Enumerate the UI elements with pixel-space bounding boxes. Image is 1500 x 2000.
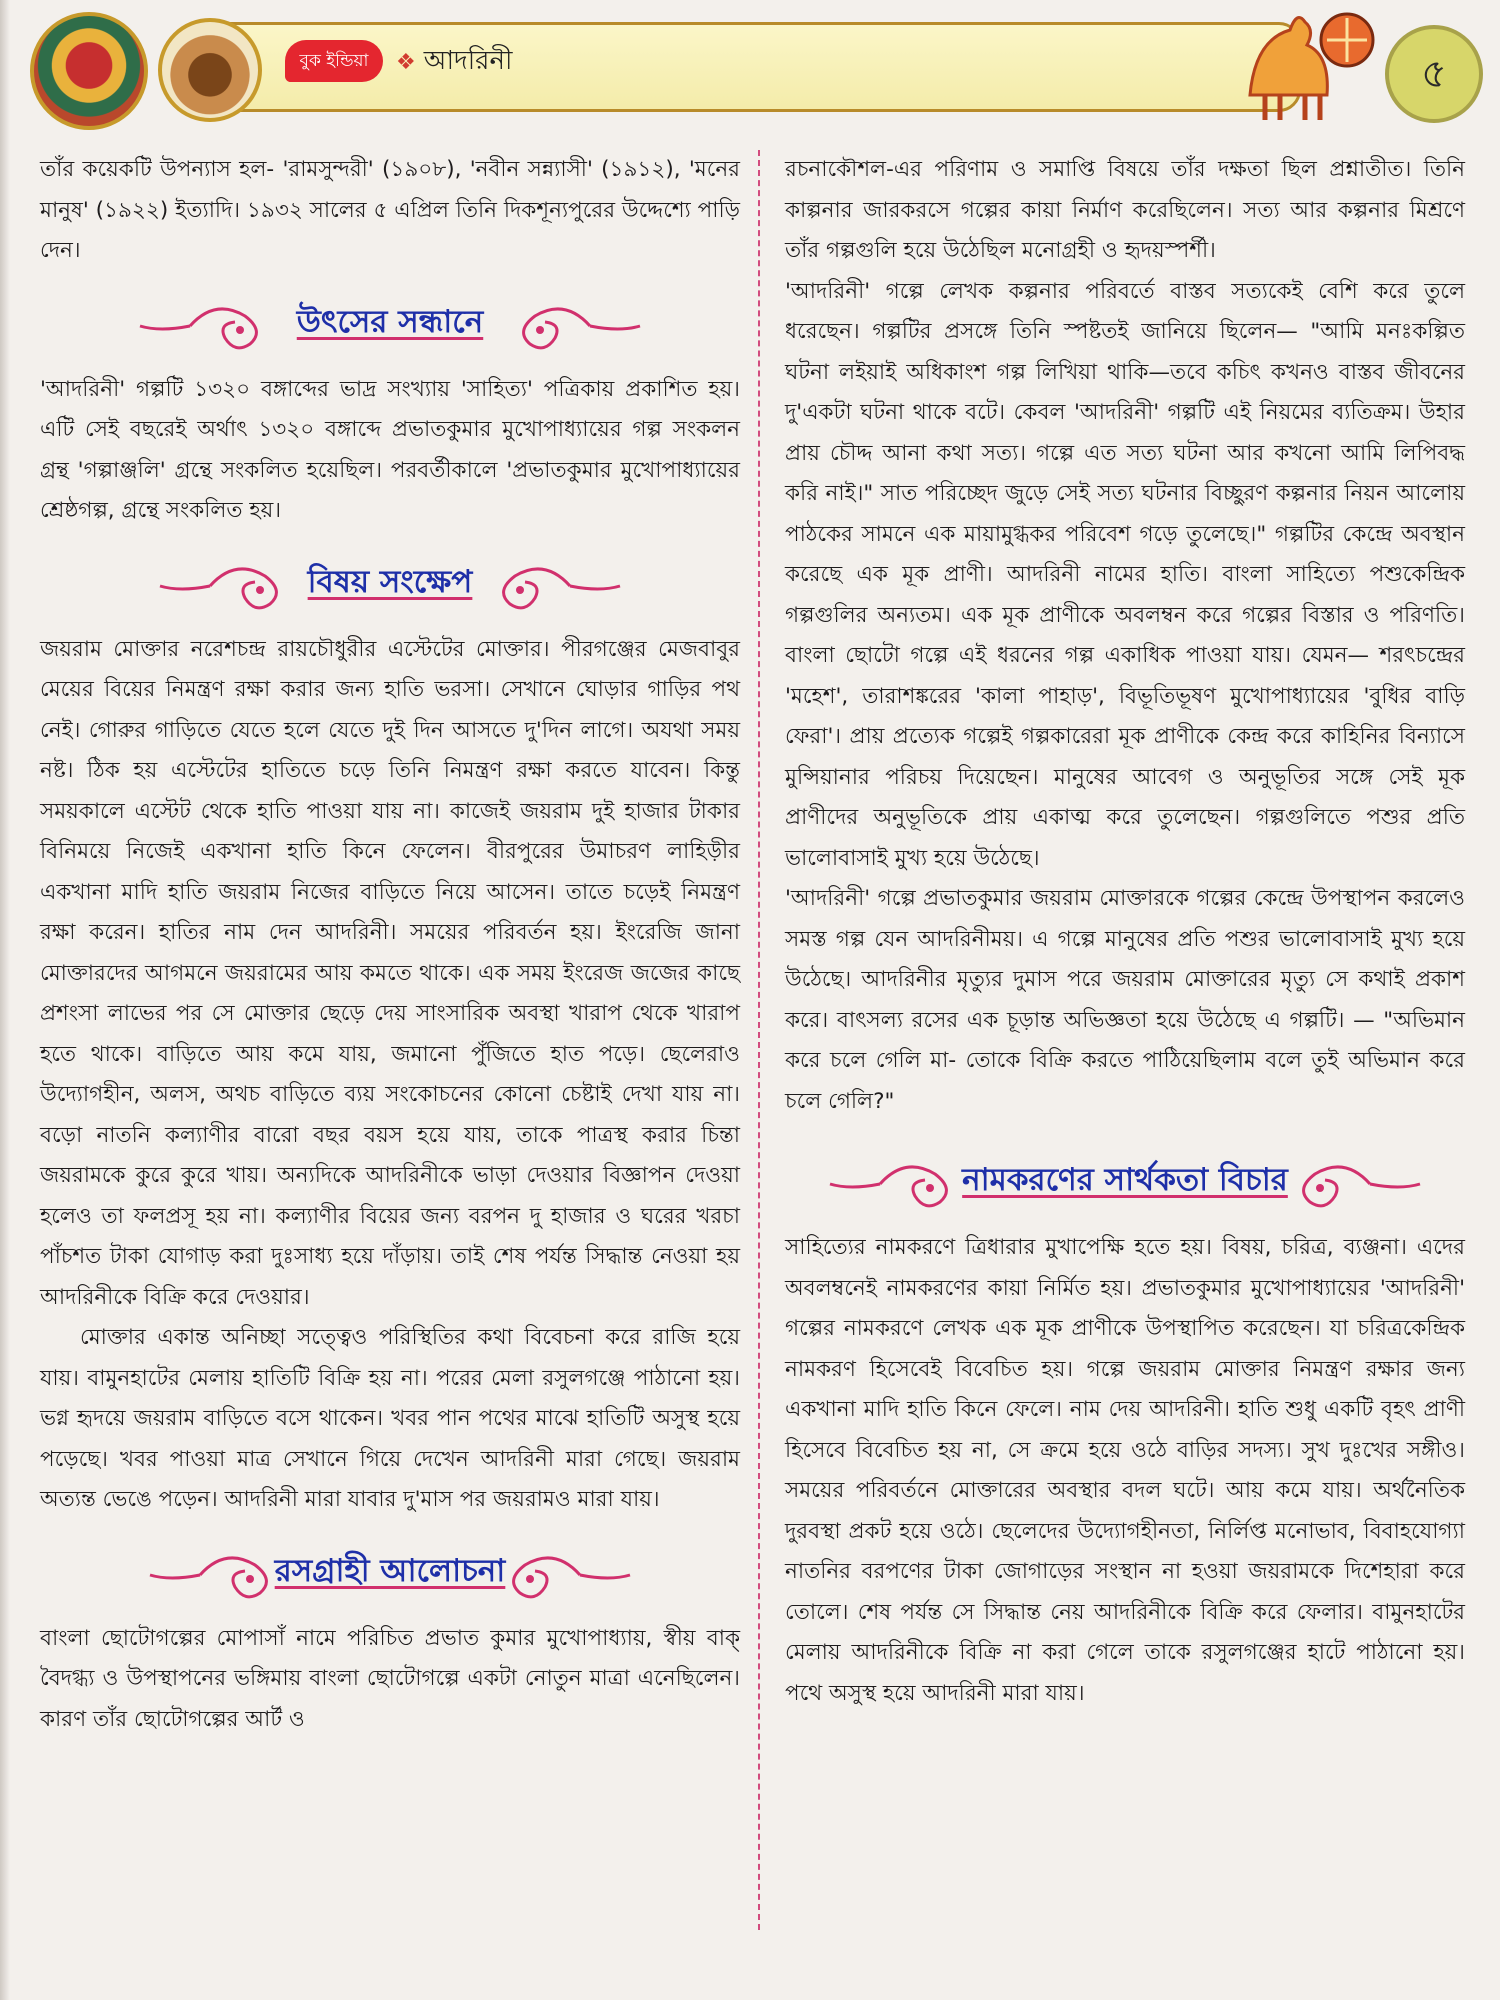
section-heading-naming [785, 1144, 1465, 1222]
page-binding-shadow [0, 0, 10, 2000]
section-paragraph: মোক্তার একান্ত অনিচ্ছা সত্ত্বেও পরিস্থিতির কথা বিবেচনা করে রাজি হয়ে যায়। বামুনহাটের মেলায় হাতিটি বিক্রি হয় না। পরের মেলা রসুলগঞ্জে পাঠানো হয়। ভগ্ন হৃদয়ে জয়রাম বাড়িতে বসে থাকেন। খবর পান পথের মাঝে হাতিটি অসুস্থ হয়ে পড়েছে। খবর পাওয়া মাত্র সেখানে গিয়ে দেখেন আদরিনী মারা গেছে। জয়রাম অত্যন্ত ভেঙে পড়েন। আদরিনী মারা যাবার দু'মাস পর জয়রামও মারা যায়। [40, 1325, 740, 1512]
section-heading-appreciation [40, 1535, 740, 1613]
book-tag-badge: বুক ইন্ডিয়া [285, 40, 383, 82]
right-paragraph: 'আদরিনী' গল্পে প্রভাতকুমার জয়রাম মোক্তারকে গল্পের কেন্দ্রে উপস্থাপন করলেও সমস্ত গল্প যেন আদরিনীময়। এ গল্পে মানুষের প্রতি পশুর ভালোবাসাই মুখ্য হয়ে উঠেছে। আদরিনীর মৃত্যুর দুমাস পরে জয়রাম মোক্তারের মৃত্যু সে কথাই প্রকাশ করে। বাৎসল্য রসের এক চূড়ান্ত অভিজ্ঞতা হয়ে উঠেছে এ গল্পটি। — "অভিমান করে চলে গেলি মা- তোকে বিক্রি করতে পাঠিয়েছিলাম বলে তুই অভিমান করে চলে গেলি?" [785, 886, 1465, 1114]
page-number: ৫ [1385, 25, 1483, 123]
section-paragraph: জয়রাম মোক্তার নরেশচন্দ্র রায়চৌধুরীর এস্টেটের মোক্তার। পীরগঞ্জের মেজবাবুর মেয়ের বিয়ের নিমন্ত্রণ রক্ষা করার জন্য হাতি ভরসা। সেখানে ঘোড়ার গাড়ির পথ নেই। গোরুর গাড়িতে যেতে হলে যেতে দুই দিন আসতে দু'দিন লাগে। অযথা সময় নষ্ট। ঠিক হয় এস্টেটের হাতিতে চড়ে তিনি নিমন্ত্রণ রক্ষা করতে যাবেন। কিন্তু সময়কালে এস্টেট থেকে হাতি পাওয়া যায় না। কাজেই জয়রাম দুই হাজার টাকার বিনিময়ে নিজেই একখানা হাতি কিনে ফেলেন। বীরপুরের উমাচরণ লাহিড়ীর একখানা মাদি হাতি জয়রাম নিজের বাড়িতে নিয়ে আসেন। তাতে চড়েই নিমন্ত্রণ রক্ষা করেন। হাতির নাম দেন আদরিনী। সময়ের পরিবর্তন হয়। ইংরেজি জানা মোক্তারদের আগমনে জয়রামের আয় কমতে থাকে। এক সময় ইংরেজ জজের কাছে প্রশংসা লাভের পর সে মোক্তার ছেড়ে দেয় সাংসারিক অবস্থা খারাপ থেকে খারাপ হতে থাকে। বাড়িতে আয় কমে যায়, জমানো পুঁজিতে হাত পড়ে। ছেলেরাও উদ্যোগহীন, অলস, অথচ বাড়িতে ব্যয় সংকোচনের কোনো চেষ্টাই দেখা যায় না। বড়ো নাতনি কল্যাণীর বারো বছর বয়স হয়ে যায়, তাকে পাত্রস্থ করার চিন্তা জয়রামকে কুরে কুরে খায়। অন্যদিকে আদরিনীকে ভাড়া দেওয়ার বিজ্ঞাপন দেওয়া হলেও তা ফলপ্রসূ হয় না। কল্যাণীর বিয়ের জন্য বরপন দু হাজার ও ঘরের খরচা পাঁচশত টাকা যোগাড় করা দুঃসাধ্য হয়ে দাঁড়ায়। তাই শেষ পর্যন্ত সিদ্ধান্ত নেওয়া হয় আদরিনীকে বিক্রি করে দেওয়ার। [40, 636, 740, 1310]
page-header [0, 0, 1500, 140]
horse-and-pot-emblem-icon [1235, 0, 1375, 130]
right-paragraph: রচনাকৌশল-এর পরিণাম ও সমাপ্তি বিষয়ে তাঁর দক্ষতা ছিল প্রশ্নাতীত। তিনি কাল্পনার জারকরসে গল্পের কায়া নির্মাণ করেছিলেন। সত্য আর কল্পনার মিশ্রণে তাঁর গল্পগুলি হয়ে উঠেছিল মনোগ্রহী ও হৃদয়স্পর্শী। [785, 157, 1465, 263]
right-column [785, 150, 1465, 1714]
story-title: আদরিনী [423, 46, 513, 76]
hat-medallion-icon [158, 18, 262, 122]
column-divider [758, 150, 760, 1930]
intro-paragraph: তাঁর কয়েকটি উপন্যাস হল- 'রামসুন্দরী' (১৯০৮), 'নবীন সন্ন্যাসী' (১৯১২), 'মনের মানুষ' (১৯২২) ইত্যাদি। ১৯৩২ সালের ৫ এপ্রিল তিনি দিকশূন্যপুরের উদ্দেশ্যে পাড়ি দেন। [40, 157, 740, 263]
right-paragraph: 'আদরিনী' গল্পে লেখক কল্পনার পরিবর্তে বাস্তব সত্যকেই বেশি করে তুলে ধরেছেন। গল্পটির প্রসঙ্গে তিনি স্পষ্টতই জানিয়ে ছিলেন— "আমি মনঃকল্পিত ঘটনা লইয়াই অধিকাংশ গল্প লিখিয়া থাকি—তবে কচিৎ কখনও বাস্তব জীবনের দু'একটা ঘটনা থাকে বটে। কেবল 'আদরিনী' গল্পটি এই নিয়মের ব্যতিক্রম। উহার প্রায় চৌদ্দ আনা কথা সত্য। গল্পে এত সত্য ঘটনা আর কখনো আমি লিপিবদ্ধ করি নাই।" সাত পরিচ্ছেদ জুড়ে সেই সত্য ঘটনার বিচ্ছুরণ কল্পনার নিয়ন আলোয় পাঠকের সামনে এক মায়ামুগ্ধকর পরিবেশ গড়ে তুলেছে।" গল্পটির কেন্দ্রে অবস্থান করেছে এক মূক প্রাণী। আদরিনী নামের হাতি। বাংলা সাহিত্যে পশুকেন্দ্রিক গল্পগুলির অন্যতম। এক মূক প্রাণীকে অবলম্বন করে গল্পের বিস্তার ও পরিণতি। বাংলা ছোটো গল্পে এই ধরনের গল্প একাধিক পাওয়া যায়। যেমন— শরৎচন্দ্রের 'মহেশ', তারাশঙ্করের 'কালা পাহাড়', বিভূতিভূষণ মুখোপাধ্যায়ের 'বুধির বাড়ি ফেরা'। প্রায় প্রত্যেক গল্পেই গল্পকারেরা মূক প্রাণীকে কেন্দ্র করে কাহিনির বিন্যাসে মুন্সিয়ানার পরিচয় দিয়েছেন। মানুষের আবেগ ও অনুভূতির সঙ্গে সেই মূক প্রাণীদের অনুভূতিকে প্রায় একাত্ম করে তুলেছেন। গল্পগুলিতে পশুর প্রতি ভালোবাসাই মুখ্য হয়ে উঠেছে। [785, 278, 1465, 871]
section-title: নামকরণের সার্থকতা বিচার [962, 1162, 1288, 1198]
section-title: রসগ্রাহী আলোচনা [274, 1552, 506, 1589]
section-heading-source [40, 286, 740, 364]
section-paragraph: বাংলা ছোটোগল্পের মোপাসাঁ নামে পরিচিত প্রভাত কুমার মুখোপাধ্যায়, স্বীয় বাক্ বৈদগ্ধ্য ও উপস্থাপনের ভঙ্গিমায় বাংলা ছোটোগল্পে একটা নোতুন মাত্রা এনেছিলেন। কারণ তাঁর ছোটোগল্পের আর্ট ও [40, 1625, 740, 1732]
section-title: উৎসের সন্ধানে [296, 303, 484, 340]
section-paragraph: 'আদরিনী' গল্পটি ১৩২০ বঙ্গাব্দের ভাদ্র সংখ্যায় 'সাহিত্য' পত্রিকায় প্রকাশিত হয়। এটি সেই বছরেই অর্থাৎ ১৩২০ বঙ্গাব্দে প্রভাতকুমার মুখোপাধ্যায়ের গল্প সংকলন গ্রন্থ 'গল্পাঞ্জলি' গ্রন্থে সংকলিত হয়েছিল। পরবর্তীকালে 'প্রভাতকুমার মুখোপাধ্যায়ের শ্রেষ্ঠগল্প, গ্রন্থে সংকলিত হয়। [40, 376, 740, 523]
left-column [40, 150, 740, 1740]
section-paragraph: সাহিত্যের নামকরণে ত্রিধারার মুখাপেক্ষি হতে হয়। বিষয়, চরিত্র, ব্যঞ্জনা। এদের অবলম্বনেই নামকরণের কায়া নির্মিত হয়। প্রভাতকুমার মুখোপাধ্যায়ের 'আদরিনী' গল্পের নামকরণে লেখক এক মূক প্রাণীকে উপস্থাপিত করেছেন। যা চরিত্রকেন্দ্রিক নামকরণ হিসেবেই বিবেচিত হয়। গল্পে জয়রাম মোক্তার নিমন্ত্রণ রক্ষার জন্য একখানা মাদি হাতি কিনে ফেলে। নাম দেয় আদরিনী। হাতি শুধু একটি বৃহৎ প্রাণী হিসেবে বিবেচিত হয় না, সে ক্রমে হয়ে ওঠে বাড়ির সদস্য। সুখ দুঃখের সঙ্গীও। সময়ের পরিবর্তনে মোক্তারের অবস্থার বদল ঘটে। আয় কমে যায়। অর্থনৈতিক দুরবস্থা প্রকট হয়ে ওঠে। ছেলেদের উদ্যোগহীনতা, নির্লিপ্ত মনোভাব, বিবাহযোগ্যা নাতনির বরপণের টাকা জোগাড়ের সংস্থান না হওয়া জয়রামকে দিশেহারা করে তোলে। শেষ পর্যন্ত সে সিদ্ধান্ত নেয় আদরিনীকে বিক্রি করে ফেলার। বামুনহাটের মেলায় আদরিনীকে বিক্রি না করা গেলে তাকে রসুলগঞ্জের হাটে পাঠানো হয়। পথে অসুস্থ হয়ে আদরিনী মারা যায়। [785, 1235, 1465, 1706]
story-title-tag [396, 40, 512, 84]
section-heading-summary [40, 546, 740, 624]
section-title: বিষয় সংক্ষেপ [307, 563, 473, 600]
diamond-bullet-icon: ❖ [396, 50, 416, 75]
goddess-medallion-icon [30, 12, 148, 130]
